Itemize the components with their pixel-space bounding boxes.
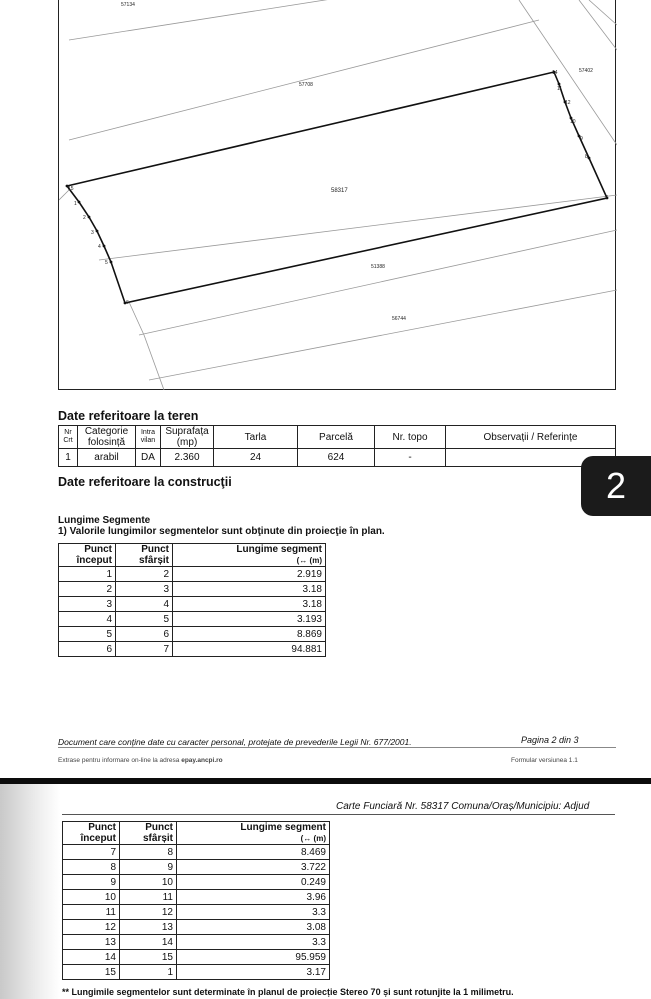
cell-end: 9: [120, 860, 177, 875]
page3-header: Carte Funciară Nr. 58317 Comuna/Oraș/Municipiu: Adjud: [336, 801, 590, 812]
cell-start: 3: [59, 597, 116, 612]
col-nr-topo: Nr. topo: [375, 426, 446, 449]
cell-parcela: 624: [298, 449, 375, 467]
table-row: [63, 845, 330, 860]
page3-header-rule: [62, 814, 615, 815]
footnote: ** Lungimile segmentelor sunt determinate în planul de proiecție Stereo 70 și sunt rotunjite la 1 milimetru.: [62, 987, 514, 997]
col-length-unit: (↔ (m): [300, 834, 326, 843]
cell-start: 11: [63, 905, 120, 920]
vertex-label: 3: [91, 230, 94, 236]
segments-title: Lungime Segmente: [58, 515, 151, 526]
vertex-label: 11: [557, 86, 563, 92]
constructions-section-title: Date referitoare la construcţii: [58, 475, 232, 489]
table-row: [59, 597, 326, 612]
col-start: Punct început: [63, 822, 120, 845]
table-row: [63, 905, 330, 920]
cell-start: 14: [63, 950, 120, 965]
cell-categorie: arabil: [78, 449, 136, 467]
cell-length: 3.722: [177, 860, 330, 875]
col-end: Punct sfârșit: [116, 544, 173, 567]
col-length-unit: (↔ (m): [296, 556, 322, 565]
footer-divider: [58, 747, 616, 748]
cell-start: 10: [63, 890, 120, 905]
table-row: [59, 449, 616, 467]
segments-body: [63, 845, 330, 980]
cell-start: 12: [63, 920, 120, 935]
table-row: [63, 965, 330, 980]
vertex-label: 4: [98, 244, 101, 250]
cell-intravilan: DA: [136, 449, 161, 467]
vertex-label: 7: [605, 195, 608, 201]
cell-end: 10: [120, 875, 177, 890]
cell-start: 13: [63, 935, 120, 950]
cell-start: 7: [63, 845, 120, 860]
table-row: [63, 950, 330, 965]
segments-header: [63, 822, 330, 845]
cell-start: 6: [59, 642, 116, 657]
cell-length: 8.869: [173, 627, 326, 642]
col-tarla: Tarla: [214, 426, 298, 449]
page-indicator: Pagina 2 din 3: [521, 735, 579, 745]
cell-length: 3.3: [177, 935, 330, 950]
segments-note: 1) Valorile lungimilor segmentelor sunt obţinute din proiecţie în plan.: [58, 526, 385, 537]
land-table: [58, 425, 616, 467]
extract-site: epay.ancpi.ro: [181, 757, 223, 764]
col-intravilan: Intra vilan: [136, 426, 161, 449]
vertex-label: 2: [83, 215, 86, 221]
table-row: [59, 642, 326, 657]
cell-end: 8: [120, 845, 177, 860]
neighbor-label: 57134: [121, 2, 135, 8]
table-row: [63, 890, 330, 905]
cell-start: 15: [63, 965, 120, 980]
vertex-label: 10: [570, 119, 576, 125]
vertex-label: 1: [74, 201, 77, 207]
neighbor-label: 57708: [299, 82, 313, 88]
parcel-label: 58317: [331, 188, 348, 194]
segments-header: [59, 544, 326, 567]
cell-length: 3.193: [173, 612, 326, 627]
cell-length: 3.08: [177, 920, 330, 935]
table-row: [63, 920, 330, 935]
cell-end: 12: [120, 905, 177, 920]
segments-body: [59, 567, 326, 657]
col-observatii: Observații / Referințe: [446, 426, 616, 449]
neighbor-label: 57402: [579, 68, 593, 74]
cell-length: 0.249: [177, 875, 330, 890]
table-row: [59, 567, 326, 582]
col-length-label: Lungime segment: [240, 822, 326, 833]
table-row: [63, 860, 330, 875]
table-row: [63, 935, 330, 950]
vertex-label: 9: [580, 136, 583, 142]
segments-table-continued: [62, 821, 330, 980]
cell-end: 2: [116, 567, 173, 582]
cell-length: 3.18: [173, 597, 326, 612]
cell-end: 6: [116, 627, 173, 642]
neighbor-label: 51388: [371, 264, 385, 270]
col-nr: Nr Crt: [59, 426, 78, 449]
parcel-plan-svg: [59, 0, 617, 390]
cell-start: 9: [63, 875, 120, 890]
table-row: [59, 627, 326, 642]
table-row: [59, 612, 326, 627]
cell-end: 3: [116, 582, 173, 597]
land-table-header: [59, 426, 616, 449]
vertex-label: 5: [105, 260, 108, 266]
extract-note: [58, 757, 223, 764]
cell-length: 2.919: [173, 567, 326, 582]
cell-start: 8: [63, 860, 120, 875]
col-length-label: Lungime segment: [236, 544, 322, 555]
land-section-title: Date referitoare la teren: [58, 409, 199, 423]
col-parcela: Parcelă: [298, 426, 375, 449]
cell-tarla: 24: [214, 449, 298, 467]
cell-end: 11: [120, 890, 177, 905]
cell-nr-topo: -: [375, 449, 446, 467]
cell-length: 95.959: [177, 950, 330, 965]
disclaimer: Document care conţine date cu caracter personal, protejate de prevederile Legii Nr. 677/2001.: [58, 737, 412, 747]
segments-table: [58, 543, 326, 657]
cell-end: 13: [120, 920, 177, 935]
cell-length: 3.17: [177, 965, 330, 980]
form-version: Formular versiunea 1.1: [511, 757, 578, 764]
cell-end: 15: [120, 950, 177, 965]
cell-end: 5: [116, 612, 173, 627]
cell-length: 94.881: [173, 642, 326, 657]
col-start: Punct început: [59, 544, 116, 567]
table-row: [63, 875, 330, 890]
cell-start: 5: [59, 627, 116, 642]
scan-edge: [0, 784, 60, 999]
cell-nr: 1: [59, 449, 78, 467]
neighbor-label: 56744: [392, 316, 406, 322]
vertex-label: 15: [68, 186, 74, 192]
cell-start: 4: [59, 612, 116, 627]
col-length: [173, 544, 326, 567]
table-row: [59, 582, 326, 597]
vertex-label: 12: [565, 100, 571, 106]
cell-length: 3.3: [177, 905, 330, 920]
col-length: [177, 822, 330, 845]
cell-start: 2: [59, 582, 116, 597]
cell-length: 3.96: [177, 890, 330, 905]
page-separator: [0, 778, 651, 784]
cell-end: 1: [120, 965, 177, 980]
cadastral-map: [58, 0, 616, 390]
cell-start: 1: [59, 567, 116, 582]
cell-end: 7: [116, 642, 173, 657]
cell-end: 4: [116, 597, 173, 612]
extract-text: Extrase pentru informare on-line la adresa: [58, 757, 180, 764]
vertex-label: 8: [585, 154, 588, 160]
col-end: Punct sfârșit: [120, 822, 177, 845]
vertex-label: 6: [126, 300, 129, 306]
page-number-badge: 2: [581, 456, 651, 516]
cell-length: 3.18: [173, 582, 326, 597]
col-suprafata: Suprafața (mp): [161, 426, 214, 449]
cell-suprafata: 2.360: [161, 449, 214, 467]
cell-length: 8.469: [177, 845, 330, 860]
col-categorie: Categorie folosință: [78, 426, 136, 449]
vertex-label: 14: [552, 70, 558, 76]
cell-end: 14: [120, 935, 177, 950]
